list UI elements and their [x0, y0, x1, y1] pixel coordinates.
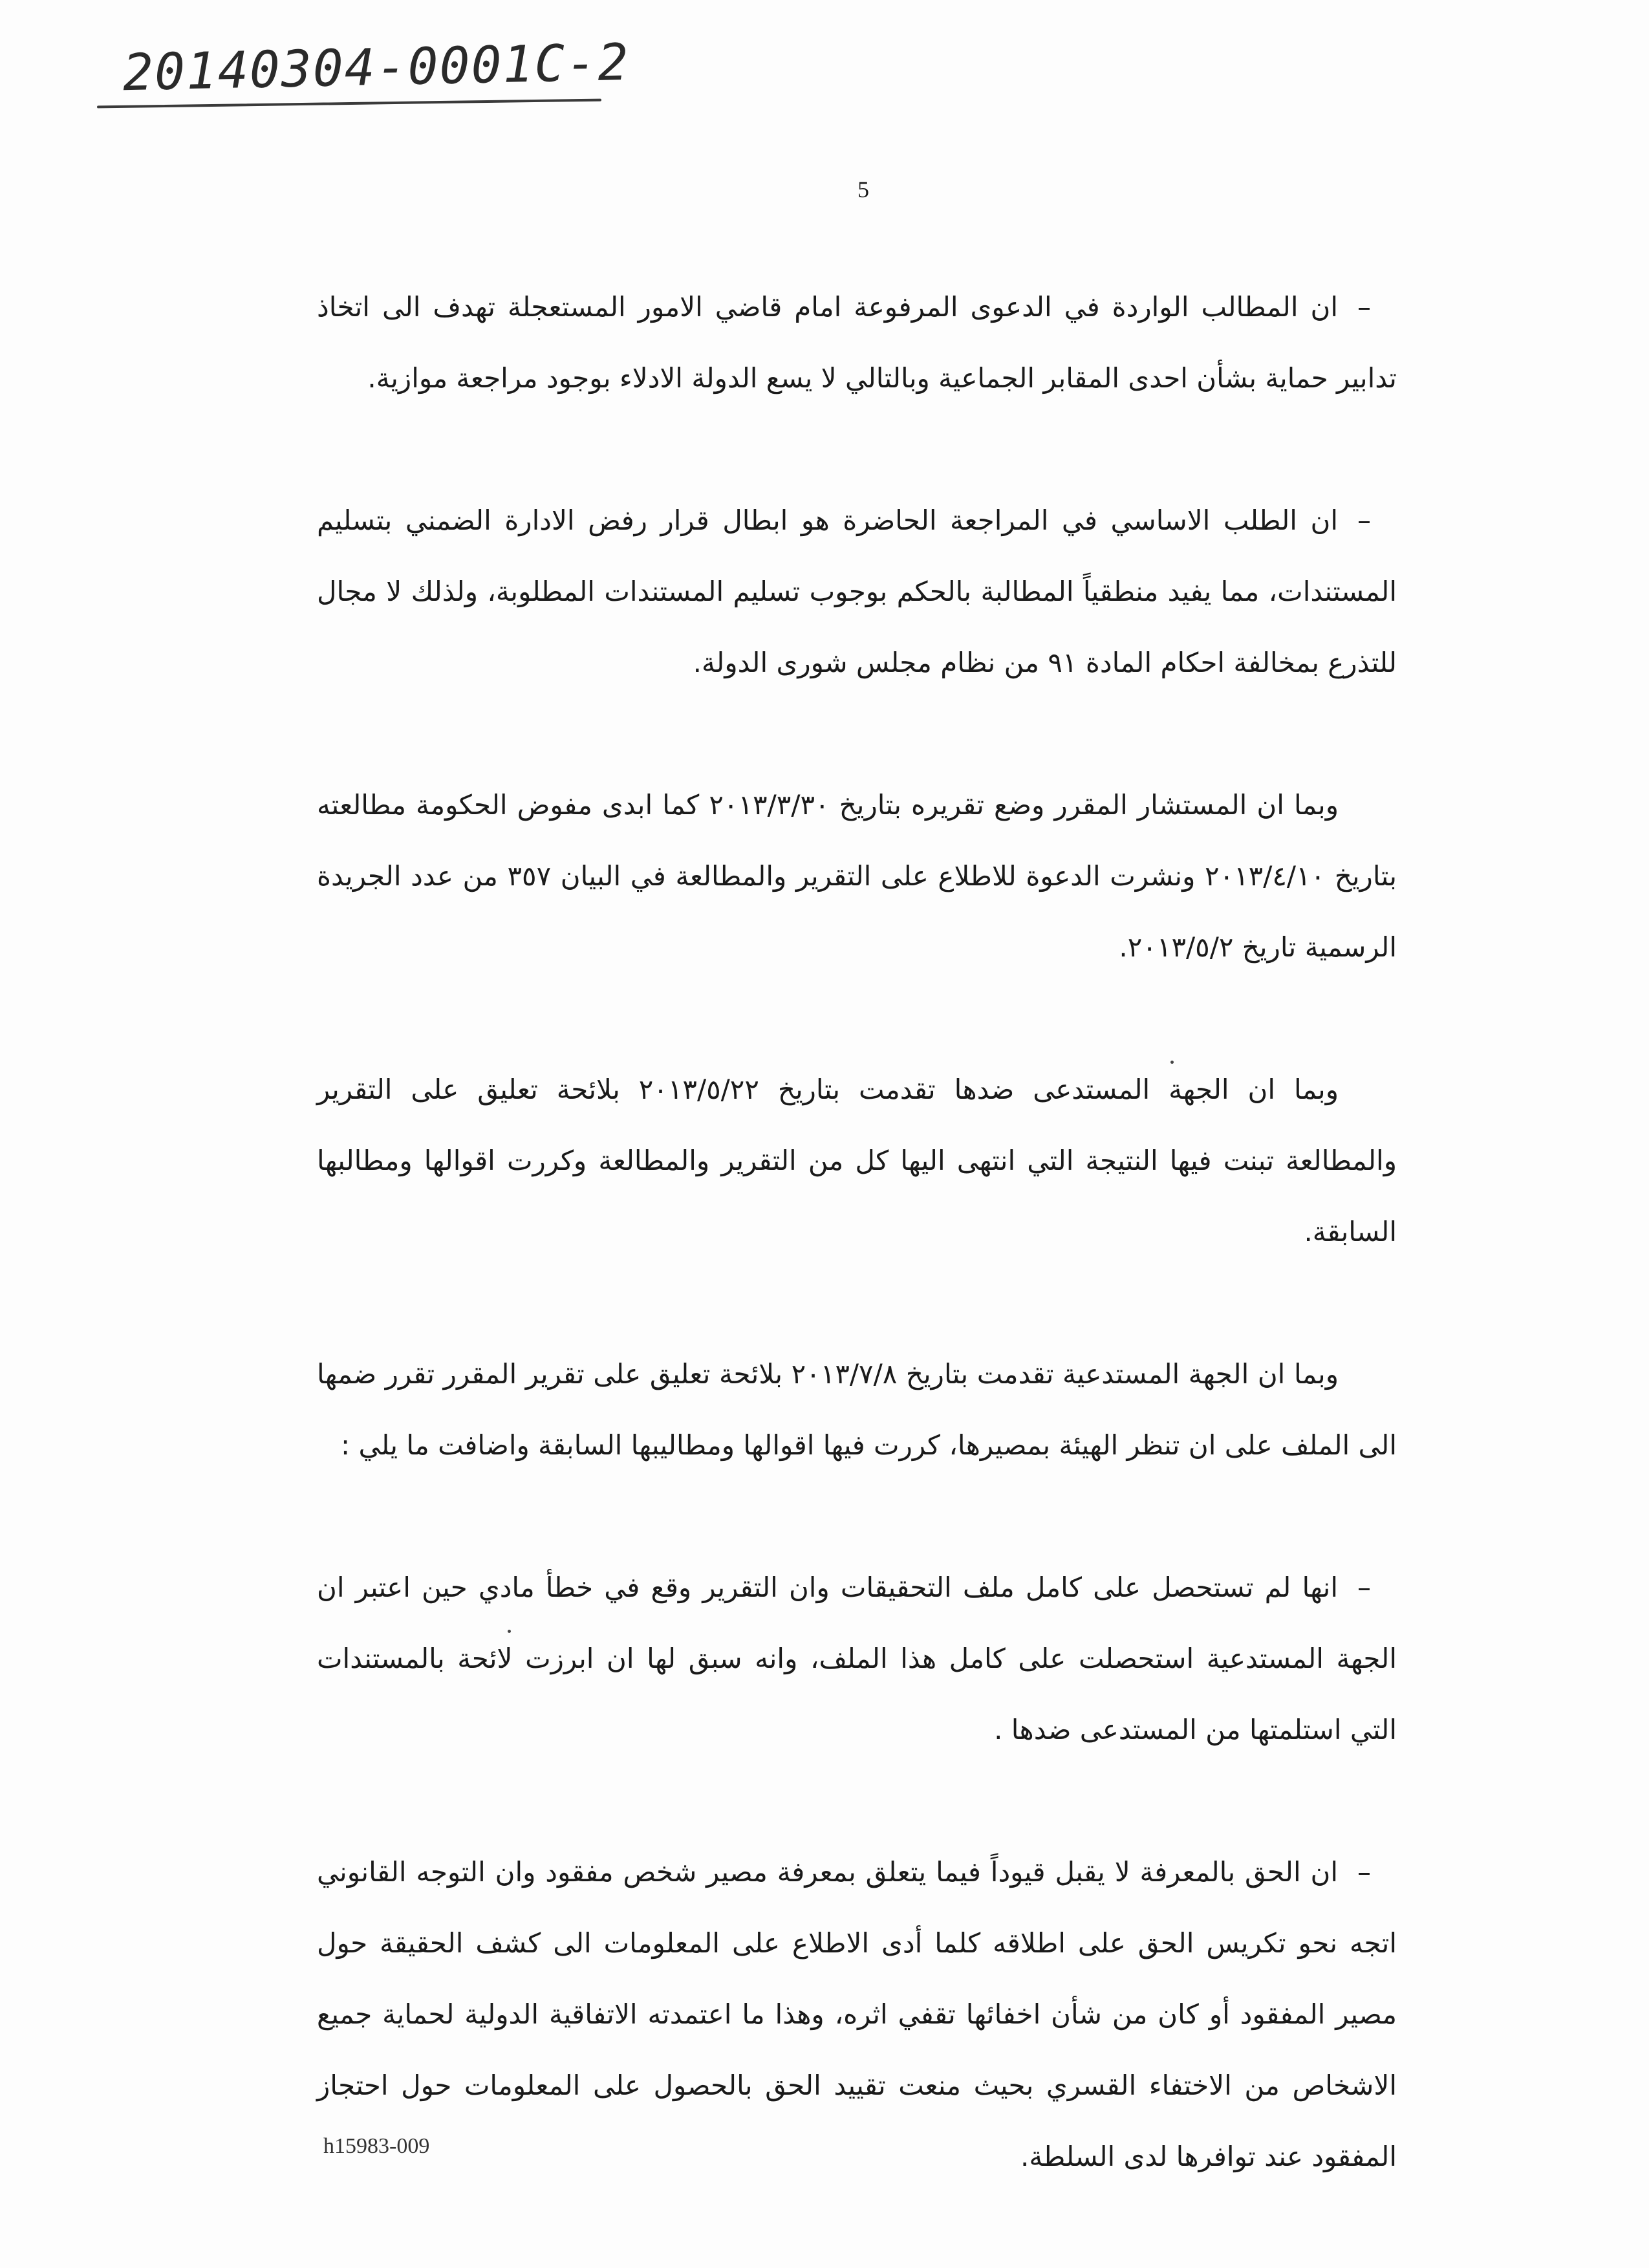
bullet-dash: –: [1357, 1571, 1371, 1603]
paragraph-text: ان المطالب الواردة في الدعوى المرفوعة امام قاضي الامور المستعجلة تهدف الى اتخاذ تدابير حماية بشأن احدى المقابر الجماعية وبالتالي لا يسع الدولة الادلاء بوجود مراجعة موازية.: [317, 291, 1397, 394]
paragraph-6: [317, 1552, 1397, 1766]
scan-speck: [508, 1630, 511, 1633]
footer-document-code: h15983-009: [323, 2134, 430, 2158]
paragraph-text: ان الطلب الاساسي في المراجعة الحاضرة هو ابطال قرار رفض الادارة الضمني بتسليم المستندات، مما يفيد منطقياً المطالبة بالحكم بوجوب تسليم المستندات المطلوبة، ولذلك لا مجال للتذرع بمخالفة احكام المادة ٩١ من نظام مجلس شورى الدولة.: [317, 504, 1397, 678]
paragraph-text: انها لم تستحصل على كامل ملف التحقيقات وان التقرير وقع في خطأ مادي حين اعتبر ان الجهة المستدعية استحصلت على كامل هذا الملف، وانه سبق لها ان ابرزت لائحة بالمستندات التي استلمتها من المستدعى ضدها .: [317, 1571, 1397, 1745]
page-number: 5: [857, 177, 869, 202]
document-body: [317, 272, 1397, 2263]
scan-speck: [1170, 1061, 1174, 1064]
paragraph-text: وبما ان الجهة المستدعية تقدمت بتاريخ ٢٠١٣/٧/٨ بلائحة تعليق على تقرير المقرر تقرر ضمها الى الملف على ان تنظر الهيئة بمصيرها، كررت فيها اقوالها ومطاليبها السابقة واضافت ما يلي :: [317, 1358, 1397, 1461]
paragraph-7: [317, 1837, 1397, 2192]
paragraph-5: [317, 1339, 1397, 1481]
paragraph-text: وبما ان الجهة المستدعى ضدها تقدمت بتاريخ ٢٠١٣/٥/٢٢ بلائحة تعليق على التقرير والمطالعة تبنت فيها النتيجة التي انتهى اليها كل من التقرير والمطالعة وكررت اقوالها ومطالبها السابقة.: [317, 1074, 1397, 1247]
paragraph-text: ان الحق بالمعرفة لا يقبل قيوداً فيما يتعلق بمعرفة مصير شخص مفقود وان التوجه القانوني اتجه نحو تكريس الحق على اطلاقه كلما أدى الاطلاع على المعلومات الى كشف الحقيقة حول مصير المفقود أو كان من شأن اخفائها تقفي اثره، وهذا ما اعتمدته الاتفاقية الدولية لحماية جميع الاشخاص من الاختفاء القسري بحيث منعت تقييد الحق بالحصول على المعلومات حول احتجاز المفقود عند توافرها لدى السلطة.: [317, 1856, 1397, 2172]
handwritten-reference: 20140304-0001C-2: [122, 33, 630, 103]
bullet-dash: –: [1357, 1856, 1371, 1888]
bullet-dash: –: [1357, 504, 1371, 536]
paragraph-2: [317, 485, 1397, 698]
paragraph-4: [317, 1054, 1397, 1268]
paragraph-3: [317, 770, 1397, 983]
paragraph-1: [317, 272, 1397, 414]
bullet-dash: –: [1357, 291, 1371, 323]
paragraph-text: وبما ان المستشار المقرر وضع تقريره بتاريخ ٢٠١٣/٣/٣٠ كما ابدى مفوض الحكومة مطالعته بتاريخ ٢٠١٣/٤/١٠ ونشرت الدعوة للاطلاع على التقرير والمطالعة في البيان ٣٥٧ من عدد الجريدة الرسمية تاريخ ٢٠١٣/٥/٢.: [317, 789, 1397, 963]
